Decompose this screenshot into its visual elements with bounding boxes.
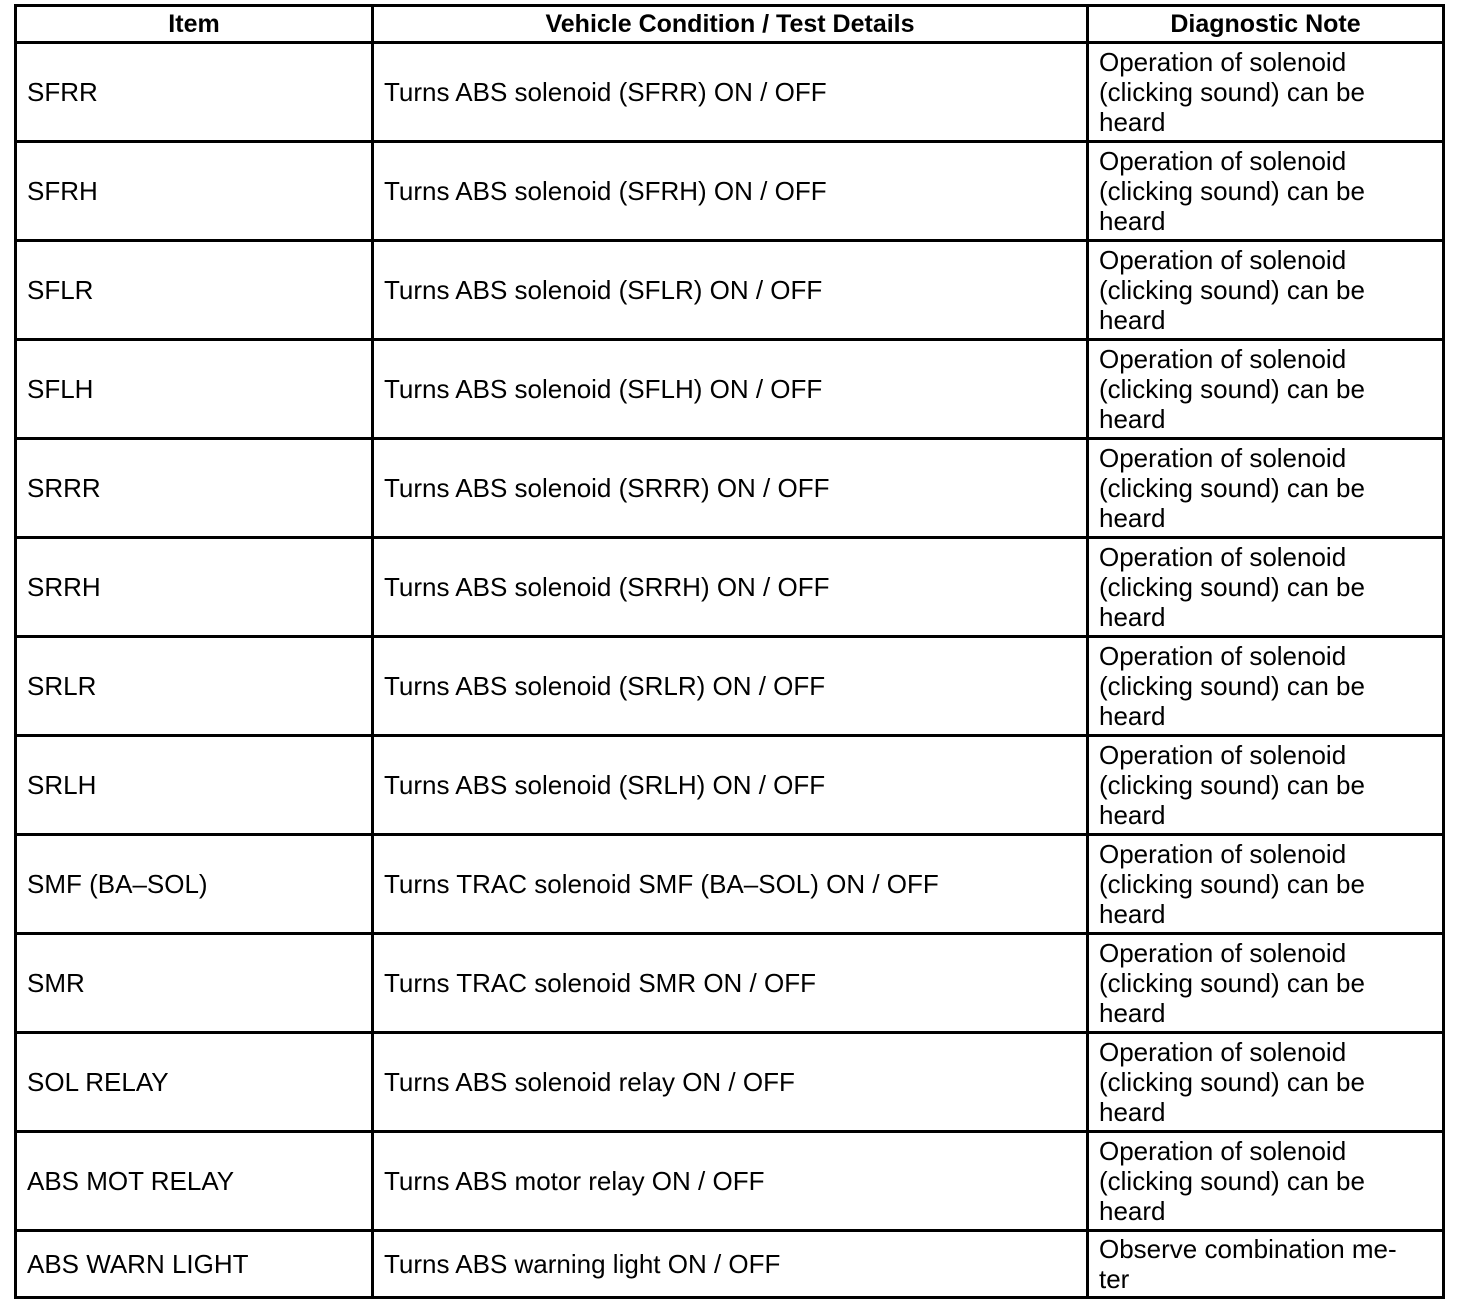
- note-line: heard: [1099, 899, 1166, 929]
- cell-item: SRLH: [16, 736, 373, 835]
- note-line: (clicking sound) can be: [1099, 374, 1365, 404]
- note-line: Operation of solenoid: [1099, 641, 1347, 671]
- cell-diagnostic-note: [1088, 1132, 1444, 1231]
- table-row: [16, 736, 1444, 835]
- table-row: [16, 1033, 1444, 1132]
- note-line: (clicking sound) can be: [1099, 671, 1365, 701]
- note-line: Operation of solenoid: [1099, 1136, 1347, 1166]
- cell-diagnostic-note: [1088, 934, 1444, 1033]
- cell-condition: Turns ABS solenoid (SFRH) ON / OFF: [373, 142, 1088, 241]
- cell-diagnostic-note: [1088, 736, 1444, 835]
- cell-diagnostic-note: [1088, 340, 1444, 439]
- note-line: (clicking sound) can be: [1099, 176, 1365, 206]
- cell-condition: Turns ABS warning light ON / OFF: [373, 1231, 1088, 1298]
- note-line: Operation of solenoid: [1099, 938, 1347, 968]
- note-line: heard: [1099, 1097, 1166, 1127]
- note-line: Operation of solenoid: [1099, 344, 1347, 374]
- cell-condition: Turns ABS solenoid (SFRR) ON / OFF: [373, 43, 1088, 142]
- cell-item: SFRH: [16, 142, 373, 241]
- table-row: [16, 538, 1444, 637]
- note-line: (clicking sound) can be: [1099, 869, 1365, 899]
- table-row: [16, 340, 1444, 439]
- cell-condition: Turns ABS solenoid (SRLR) ON / OFF: [373, 637, 1088, 736]
- cell-item: SMR: [16, 934, 373, 1033]
- cell-diagnostic-note: [1088, 43, 1444, 142]
- note-line: heard: [1099, 998, 1166, 1028]
- note-line: Operation of solenoid: [1099, 245, 1347, 275]
- note-line: heard: [1099, 305, 1166, 335]
- note-line: (clicking sound) can be: [1099, 275, 1365, 305]
- cell-condition: Turns ABS solenoid relay ON / OFF: [373, 1033, 1088, 1132]
- cell-condition: Turns TRAC solenoid SMR ON / OFF: [373, 934, 1088, 1033]
- cell-condition: Turns ABS solenoid (SRRR) ON / OFF: [373, 439, 1088, 538]
- cell-item: ABS WARN LIGHT: [16, 1231, 373, 1298]
- table-row: [16, 439, 1444, 538]
- cell-condition: Turns ABS motor relay ON / OFF: [373, 1132, 1088, 1231]
- note-line: heard: [1099, 404, 1166, 434]
- table-row: [16, 637, 1444, 736]
- cell-condition: Turns ABS solenoid (SRRH) ON / OFF: [373, 538, 1088, 637]
- note-line: Operation of solenoid: [1099, 47, 1347, 77]
- cell-diagnostic-note: [1088, 439, 1444, 538]
- note-line: heard: [1099, 602, 1166, 632]
- cell-diagnostic-note: [1088, 835, 1444, 934]
- note-line: (clicking sound) can be: [1099, 572, 1365, 602]
- note-line: heard: [1099, 1196, 1166, 1226]
- note-line: Operation of solenoid: [1099, 542, 1347, 572]
- header-condition: Vehicle Condition / Test Details: [373, 6, 1088, 43]
- note-line: heard: [1099, 701, 1166, 731]
- cell-diagnostic-note: [1088, 1231, 1444, 1298]
- header-note: Diagnostic Note: [1088, 6, 1444, 43]
- table-row: [16, 43, 1444, 142]
- note-line: Operation of solenoid: [1099, 740, 1347, 770]
- note-line: Operation of solenoid: [1099, 443, 1347, 473]
- note-line: (clicking sound) can be: [1099, 473, 1365, 503]
- cell-item: SRRH: [16, 538, 373, 637]
- cell-condition: Turns ABS solenoid (SFLR) ON / OFF: [373, 241, 1088, 340]
- cell-item: SRLR: [16, 637, 373, 736]
- note-line: (clicking sound) can be: [1099, 968, 1365, 998]
- cell-item: SOL RELAY: [16, 1033, 373, 1132]
- note-line: Operation of solenoid: [1099, 146, 1347, 176]
- note-line: (clicking sound) can be: [1099, 1166, 1365, 1196]
- cell-item: SMF (BA–SOL): [16, 835, 373, 934]
- note-line: heard: [1099, 206, 1166, 236]
- table-row: [16, 835, 1444, 934]
- cell-diagnostic-note: [1088, 142, 1444, 241]
- note-line: (clicking sound) can be: [1099, 1067, 1365, 1097]
- cell-item: ABS MOT RELAY: [16, 1132, 373, 1231]
- table-row: [16, 934, 1444, 1033]
- note-line: (clicking sound) can be: [1099, 77, 1365, 107]
- table-row: [16, 1132, 1444, 1231]
- table-row: [16, 241, 1444, 340]
- header-item: Item: [16, 6, 373, 43]
- note-line: heard: [1099, 800, 1166, 830]
- table-header-row: [16, 6, 1444, 43]
- note-line: heard: [1099, 107, 1166, 137]
- note-line: Observe combination me-: [1099, 1234, 1397, 1264]
- cell-condition: Turns TRAC solenoid SMF (BA–SOL) ON / OFF: [373, 835, 1088, 934]
- active-test-table: [14, 4, 1445, 1299]
- table-row: [16, 1231, 1444, 1298]
- table-body: [16, 43, 1444, 1298]
- note-line: heard: [1099, 503, 1166, 533]
- note-line: Operation of solenoid: [1099, 839, 1347, 869]
- note-line: ter: [1099, 1264, 1130, 1294]
- cell-diagnostic-note: [1088, 637, 1444, 736]
- cell-condition: Turns ABS solenoid (SRLH) ON / OFF: [373, 736, 1088, 835]
- cell-item: SFLH: [16, 340, 373, 439]
- cell-item: SRRR: [16, 439, 373, 538]
- cell-condition: Turns ABS solenoid (SFLH) ON / OFF: [373, 340, 1088, 439]
- cell-diagnostic-note: [1088, 241, 1444, 340]
- cell-item: SFRR: [16, 43, 373, 142]
- cell-item: SFLR: [16, 241, 373, 340]
- cell-diagnostic-note: [1088, 538, 1444, 637]
- note-line: (clicking sound) can be: [1099, 770, 1365, 800]
- note-line: Operation of solenoid: [1099, 1037, 1347, 1067]
- table-row: [16, 142, 1444, 241]
- cell-diagnostic-note: [1088, 1033, 1444, 1132]
